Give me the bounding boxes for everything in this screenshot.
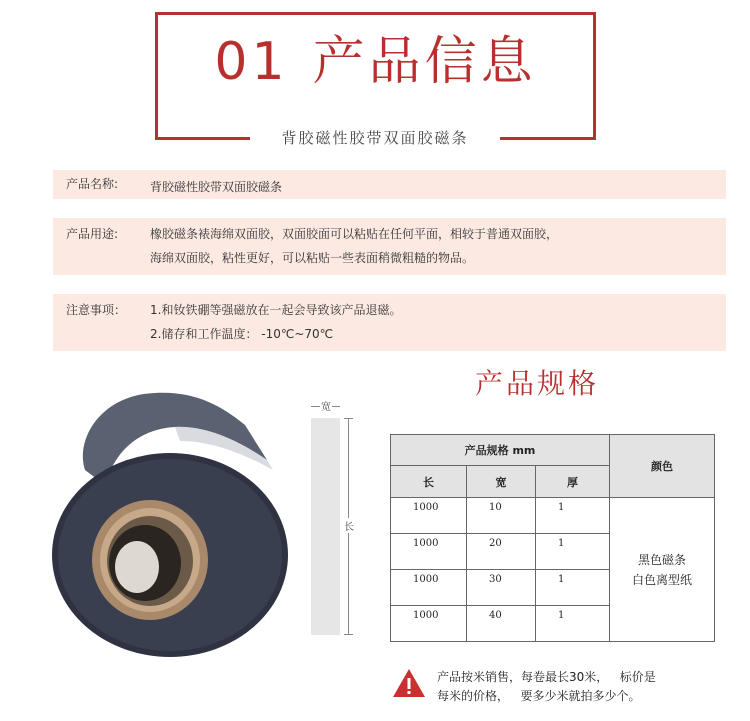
product-name-label: 产品名称: bbox=[66, 177, 119, 191]
color-cell bbox=[610, 498, 715, 642]
tape-strip-diagram bbox=[311, 418, 340, 635]
cell-thickness: 1 bbox=[536, 498, 610, 534]
product-use-value bbox=[150, 222, 558, 270]
notes-value bbox=[150, 298, 401, 346]
info-row-use bbox=[53, 218, 726, 275]
section-subtitle: 背胶磁性胶带双面胶磁条 bbox=[250, 127, 500, 149]
width-label: 宽 bbox=[320, 398, 332, 413]
cell-length: 1000 bbox=[391, 534, 467, 570]
product-use-label: 产品用途: bbox=[66, 227, 119, 241]
cell-length: 1000 bbox=[391, 606, 467, 642]
section-title bbox=[155, 30, 596, 94]
info-row-notes bbox=[53, 294, 726, 351]
section-heading: 产品信息 bbox=[312, 32, 537, 92]
cell-width: 20 bbox=[467, 534, 536, 570]
product-use-line-2: 海绵双面胶，粘性更好，可以粘贴一些表面稍微粗糙的物品。 bbox=[150, 251, 475, 265]
product-use-line-1: 橡胶磁条裱海绵双面胶，双面胶面可以粘贴在任何平面，相较于普通双面胶， bbox=[150, 227, 559, 241]
spec-table bbox=[390, 434, 715, 642]
notes-label: 注意事项： bbox=[66, 303, 127, 317]
notice-line-1: 产品按米销售，每卷最长30米， 标价是 bbox=[437, 670, 656, 684]
color-line-1: 黑色磁条 bbox=[637, 552, 686, 567]
cell-thickness: 1 bbox=[536, 534, 610, 570]
length-label: 长 bbox=[344, 518, 354, 533]
sales-notice bbox=[437, 668, 727, 706]
cell-thickness: 1 bbox=[536, 570, 610, 606]
cell-width: 40 bbox=[467, 606, 536, 642]
table-row bbox=[391, 498, 715, 534]
color-line-2: 白色离型纸 bbox=[631, 572, 692, 587]
magnetic-tape-roll-image bbox=[45, 385, 305, 660]
cell-length: 1000 bbox=[391, 570, 467, 606]
product-name-value: 背胶磁性胶带双面胶磁条 bbox=[150, 180, 283, 194]
section-number: 01 bbox=[214, 32, 289, 92]
info-row-name bbox=[53, 170, 726, 199]
cell-width: 10 bbox=[467, 498, 536, 534]
col-thickness-header: 厚 bbox=[536, 466, 610, 498]
cell-thickness: 1 bbox=[536, 606, 610, 642]
cell-length: 1000 bbox=[391, 498, 467, 534]
table-color-header: 颜色 bbox=[610, 435, 715, 498]
width-dimension bbox=[311, 400, 340, 412]
col-width-header: 宽 bbox=[467, 466, 536, 498]
note-2: 2.储存和工作温度： -10℃~70℃ bbox=[150, 327, 334, 341]
warning-icon bbox=[391, 667, 427, 699]
note-1: 1.和钕铁硼等强磁放在一起会导致该产品退磁。 bbox=[150, 303, 402, 317]
length-dimension bbox=[344, 418, 354, 635]
spec-title: 产品规格 bbox=[475, 367, 600, 400]
col-length-header: 长 bbox=[391, 466, 467, 498]
table-group-header: 产品规格 mm bbox=[391, 435, 610, 466]
cell-width: 30 bbox=[467, 570, 536, 606]
notice-line-2: 每米的价格， 要多少米就拍多少个。 bbox=[437, 689, 641, 703]
header-frame-bottom-left bbox=[155, 137, 252, 140]
header-frame-bottom-right bbox=[497, 137, 596, 140]
